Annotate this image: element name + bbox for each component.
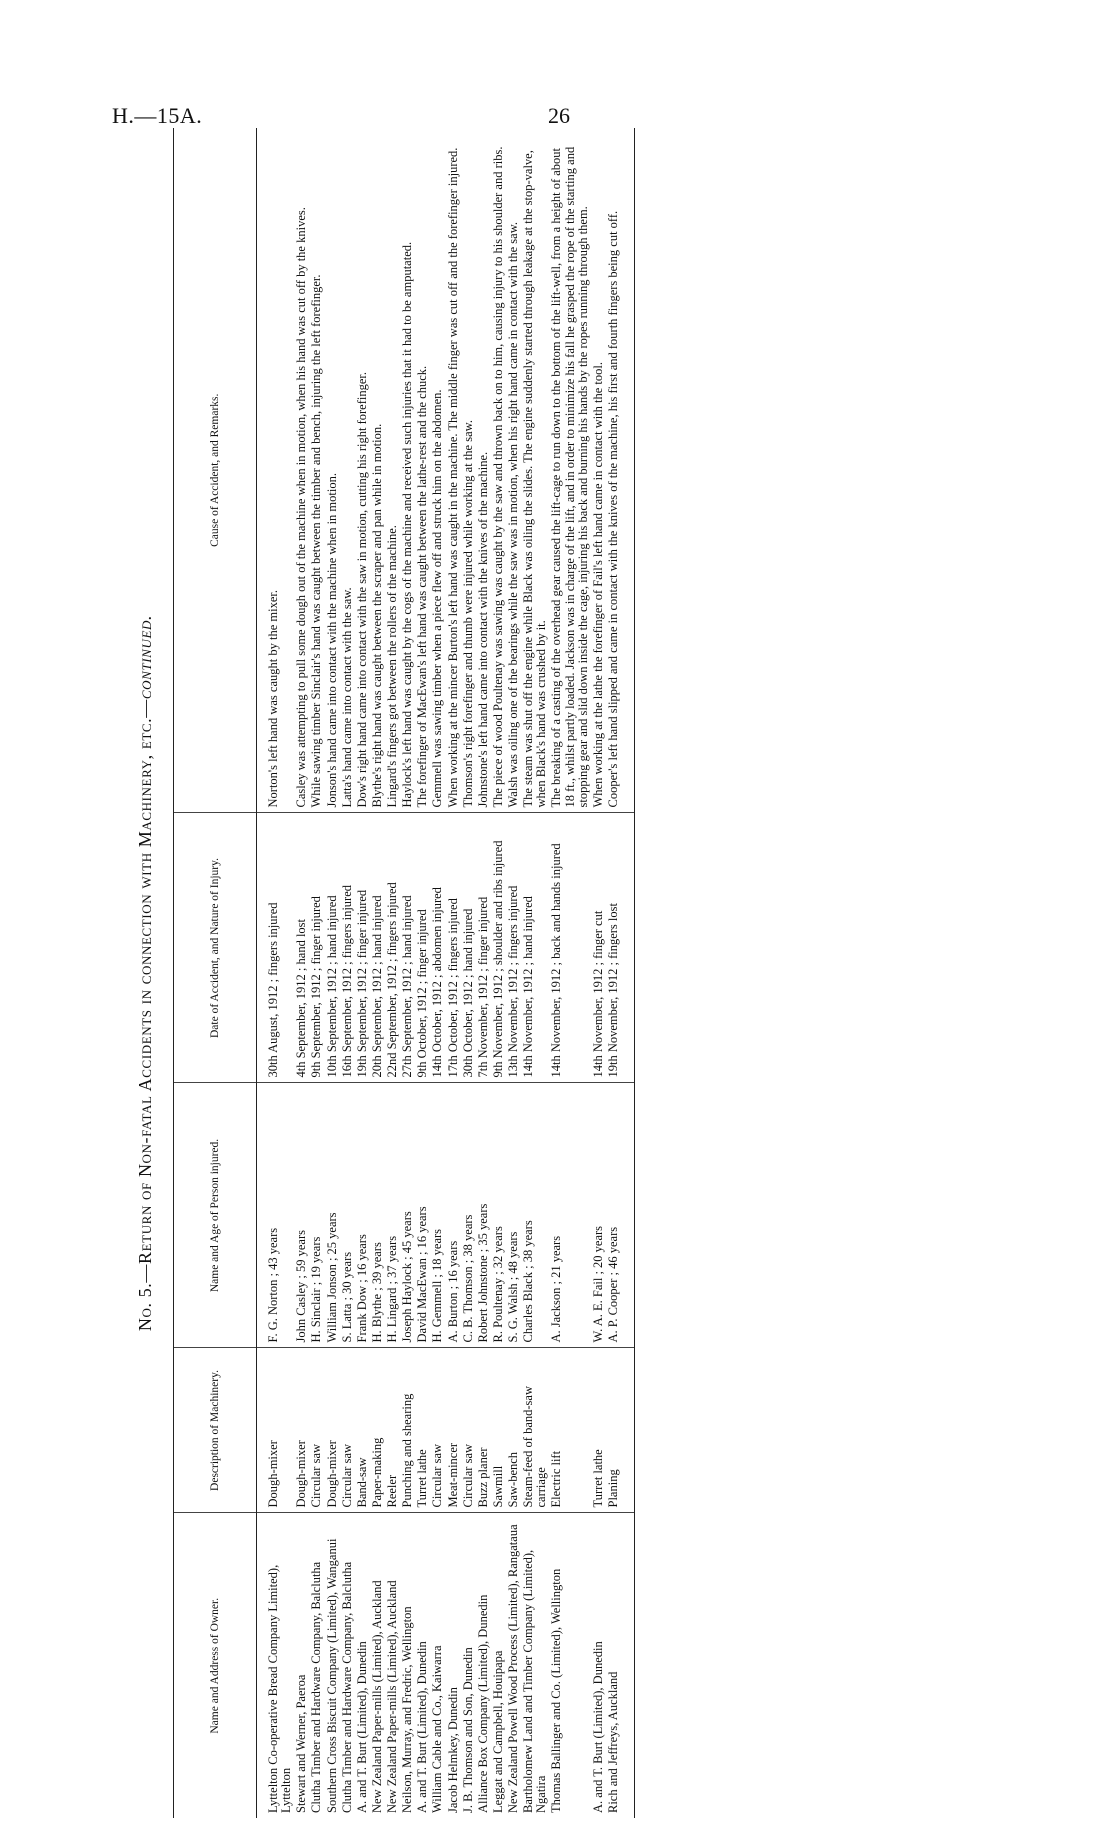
person-cell: S. G. Walsh ; 48 years [506,1083,521,1348]
machinery-cell: Meat-mincer [446,1348,461,1513]
person-cell: H. Gemmell ; 18 years [430,1083,445,1348]
date-cell: 14th November, 1912 ; hand injured [521,813,549,1083]
machinery-cell: Buzz planer [476,1348,491,1513]
cause-cell: Blythe's right hand was caught between the scraper and pan while in motion. [370,128,385,813]
owner-cell: Jacob Helmkey, Dunedin [445,1687,460,1813]
cause-cell: The steam was shut off the engine while Black was oiling the slides. The engine suddenly started through leakage at the stop-valve, when Black's hand was crushed by it. [521,128,549,813]
table-row [446,128,461,1818]
table-row [400,128,415,1818]
table-title [135,128,163,1818]
cause-cell: Gemmell was sawing timber when a piece flew off and struck him on the abdomen. [430,128,445,813]
machinery-cell: Reeler [385,1348,400,1513]
owner-cell: Clutha Timber and Hardware Company, Balclutha [339,1561,354,1813]
cause-cell: Lingard's fingers got between the rollers of the machine. [385,128,400,813]
column-header-machinery: Description of Machinery. [174,1348,257,1513]
person-cell: Frank Dow ; 16 years [355,1083,370,1348]
machinery-cell: Turret lathe [415,1348,430,1513]
owner-cell: New Zealand Paper-mills (Limited), Auckland [385,1580,399,1813]
table-row [340,128,355,1818]
owner-cell: Thomas Ballinger and Co. (Limited), Wellington [549,1568,564,1813]
owner-cell: Southern Cross Biscuit Company (Limited), Wanganui [324,1538,339,1813]
machinery-cell: Dough-mixer [325,1348,340,1513]
cause-cell: The breaking of a casting of the overhead gear caused the lift-cage to run down to the bottom of the lift-well, from a height of about 18 ft., whilst partly loaded. Jackson was in charge of the lift, and in order to minimize his fall he grasped the rope of the starting and stopping gear and slid down inside the cage, injuring his back and burning his hands by the ropes running through them. [549,128,590,813]
cause-cell: Thomson's right forefinger and thumb were injured while working at the saw. [461,128,476,813]
person-cell: David MacEwan ; 16 years [415,1083,430,1348]
owner-cell: Leggat and Campbell, Houipapa [490,1650,505,1813]
person-cell: F. G. Norton ; 43 years [257,1083,295,1348]
cause-cell: Cooper's left hand slipped and came in contact with the knives of the machine, his first and fourth fingers being cut off. [606,128,635,813]
cause-cell: The piece of wood Poultenay was sawing was caught by the saw and thrown back on to him, causing injury to his shoulder and ribs. [491,128,506,813]
table-row [461,128,476,1818]
table-row [606,128,635,1818]
cause-cell: Jonson's hand came into contact with the machine when in motion. [325,128,340,813]
date-cell: 14th November, 1912 ; back and hands injured [549,813,590,1083]
table-row [430,128,445,1818]
date-cell: 17th October, 1912 ; fingers injured [446,813,461,1083]
machinery-cell: Circular saw [461,1348,476,1513]
cause-cell: Walsh was oiling one of the bearings while the saw was in motion, when his right hand came in contact with the saw. [506,128,521,813]
person-cell: A. Jackson ; 21 years [549,1083,590,1348]
date-cell: 27th September, 1912 ; hand injured [400,813,415,1083]
date-cell: 13th November, 1912 ; fingers injured [506,813,521,1083]
person-cell: H. Lingard ; 37 years [385,1083,400,1348]
table-row [355,128,370,1818]
date-cell: 30th October, 1912 ; hand injured [461,813,476,1083]
machinery-cell: Sawmill [491,1348,506,1513]
person-cell: R. Poultenay ; 32 years [491,1083,506,1348]
date-cell: 22nd September, 1912 ; fingers injured [385,813,400,1083]
person-cell: A. P. Cooper ; 46 years [606,1083,635,1348]
machinery-cell: Punching and shearing [400,1348,415,1513]
column-header-date: Date of Accident, and Nature of Injury. [174,813,257,1083]
report-reference: H.—15A. [112,103,203,128]
date-cell: 10th September, 1912 ; hand injured [325,813,340,1083]
machinery-cell: Circular saw [430,1348,445,1513]
owner-cell: Bartholomew Land and Timber Company (Limited), Ngatira [521,1549,549,1813]
machinery-cell: Planing [606,1348,635,1513]
date-cell: 9th September, 1912 ; finger injured [309,813,324,1083]
cause-cell: When working at the mincer Burton's left hand was caught in the machine. The middle finger was cut off and the forefinger injured. [446,128,461,813]
machinery-cell: Dough-mixer [257,1348,295,1513]
owner-cell: Stewart and Werner, Paeroa [294,1674,309,1813]
column-header-person: Name and Age of Person injured. [174,1083,257,1348]
date-cell: 19th September, 1912 ; finger injured [355,813,370,1083]
owner-cell: Lyttelton Co-operative Bread Company Limited), Lyttelton [266,1564,294,1813]
owner-cell: William Cable and Co., Kaiwarra [430,1645,445,1813]
cause-cell: The forefinger of MacEwan's left hand was caught between the lathe-rest and the chuck. [415,128,430,813]
column-header-owner: Name and Address of Owner. [174,1513,257,1818]
table-row [294,128,309,1818]
machinery-cell: Electric lift [549,1348,590,1513]
machinery-cell: Saw-bench [506,1348,521,1513]
table-row [506,128,521,1818]
owner-cell: New Zealand Paper-mills (Limited), Auckland [369,1580,384,1813]
owner-cell: New Zealand Powell Wood Process (Limited), Rangataua [506,1524,520,1813]
cause-cell: Casley was attempting to pull some dough out of the machine when in motion, when his hand was cut off by the knives. [294,128,309,813]
person-cell: Charles Black ; 38 years [521,1083,549,1348]
date-cell: 7th November, 1912 ; finger injured [476,813,491,1083]
table-row [309,128,324,1818]
date-cell: 30th August, 1912 ; fingers injured [257,813,295,1083]
table-row [521,128,549,1818]
column-header-cause: Cause of Accident, and Remarks. [174,128,257,813]
person-cell: A. Burton ; 16 years [446,1083,461,1348]
machinery-cell: Band-saw [355,1348,370,1513]
rotated-table-page [135,128,1075,1818]
cause-cell: Dow's right hand came into contact with the saw in motion, cutting his right forefinger. [355,128,370,813]
date-cell: 14th November, 1912 ; finger cut [591,813,606,1083]
machinery-cell: Dough-mixer [294,1348,309,1513]
table-row [385,128,400,1818]
person-cell: William Jonson ; 25 years [325,1083,340,1348]
owner-cell: J. B. Thomson and Son, Dunedin [460,1647,475,1813]
owner-cell: A. and T. Burt (Limited), Dunedin [415,1641,430,1813]
date-cell: 14th October, 1912 ; abdomen injured [430,813,445,1083]
date-cell: 9th November, 1912 ; shoulder and ribs injured [491,813,506,1083]
person-cell: H. Blythe ; 39 years [370,1083,385,1348]
table-title-continued: continued. [135,614,155,700]
cause-cell: While sawing timber Sinclair's hand was caught between the timber and bench, injuring the left forefinger. [309,128,324,813]
person-cell: S. Latta ; 30 years [340,1083,355,1348]
machinery-cell: Steam-feed of band-saw carriage [521,1348,549,1513]
machinery-cell: Circular saw [309,1348,324,1513]
person-cell: John Casley ; 59 years [294,1083,309,1348]
cause-cell: Haylock's left hand was caught by the cogs of the machine and received such injuries that it had to be amputated. [400,128,415,813]
table-row [370,128,385,1818]
date-cell: 20th September, 1912 ; hand injured [370,813,385,1083]
person-cell: C. B. Thomson ; 38 years [461,1083,476,1348]
person-cell: H. Sinclair ; 19 years [309,1083,324,1348]
owner-cell: Clutha Timber and Hardware Company, Balclutha [309,1561,324,1813]
table-row [476,128,491,1818]
owner-cell: A. and T. Burt (Limited), Dunedin [590,1641,605,1813]
cause-cell: Johnstone's left hand came into contact with the knives of the machine. [476,128,491,813]
date-cell: 4th September, 1912 ; hand lost [294,813,309,1083]
cause-cell: Norton's left hand was caught by the mixer. [257,128,295,813]
person-cell: Robert Johnstone ; 35 years [476,1083,491,1348]
owner-cell: A. and T. Burt (Limited), Dunedin [354,1641,369,1813]
cause-cell: When working at the lathe the forefinger of Fail's left hand came in contact with the tool. [591,128,606,813]
table-row [325,128,340,1818]
table-row [415,128,430,1818]
person-cell: Joseph Haylock ; 45 years [400,1083,415,1348]
date-cell: 16th September, 1912 ; fingers injured [340,813,355,1083]
table-row [591,128,606,1818]
machinery-cell: Turret lathe [591,1348,606,1513]
accident-table [173,128,635,1818]
table-row [549,128,590,1818]
machinery-cell: Circular saw [340,1348,355,1513]
machinery-cell: Paper-making [370,1348,385,1513]
owner-cell: Rich and Jeffreys, Auckland [606,1513,635,1818]
person-cell: W. A. E. Fail ; 20 years [591,1083,606,1348]
page-number: 26 [548,103,570,128]
owner-cell: Neilson, Murray, and Fredric, Wellington [400,1606,415,1813]
table-row [491,128,506,1818]
header-row [174,128,257,1818]
cause-cell: Latta's hand came into contact with the saw. [340,128,355,813]
date-cell: 19th November, 1912 ; fingers lost [606,813,635,1083]
table-row [257,128,295,1818]
table-title-main: No. 5.—Return of Non-fatal Accidents in connection with Machinery, etc.— [135,699,155,1332]
owner-cell: Alliance Box Company (Limited), Dunedin [475,1594,490,1813]
date-cell: 9th October, 1912 ; finger injured [415,813,430,1083]
